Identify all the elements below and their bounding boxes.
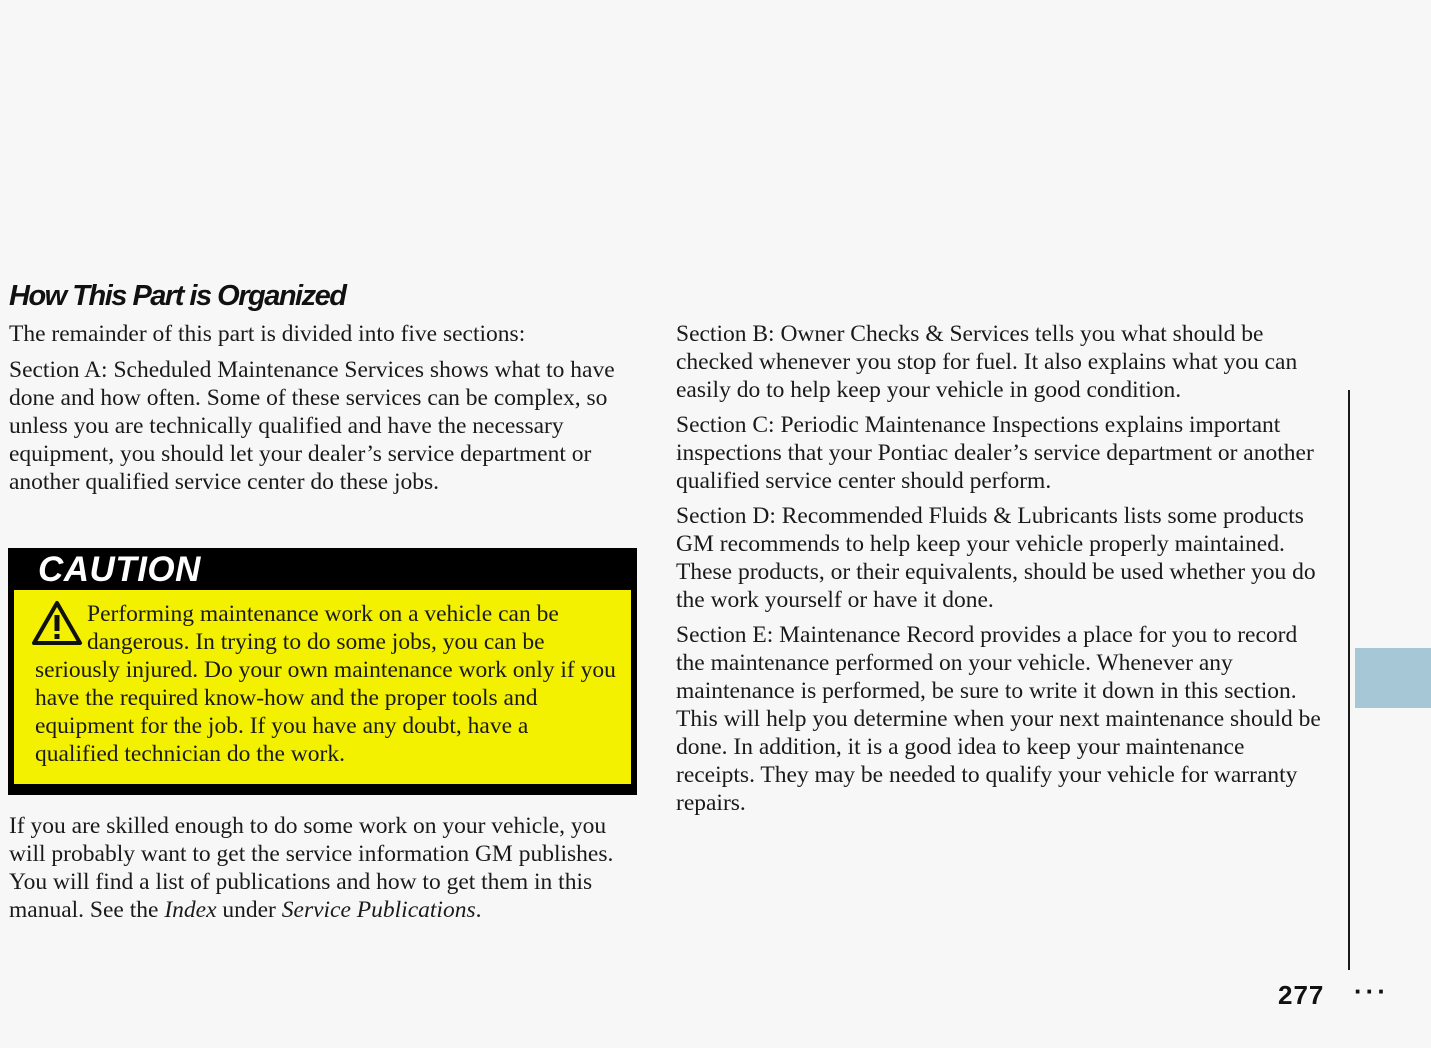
section-a-paragraph: Section A: Scheduled Maintenance Services shows what to have done and how often. Some of these services can be complex, so unless you are technically qualified and have the necessary equipment, you should let your dealer’s service department or another qualified service center do these jobs. <box>9 357 615 495</box>
right-column <box>676 320 1326 824</box>
section-tab-marker <box>1355 648 1431 708</box>
closing-mid: under <box>216 897 282 923</box>
closing-end: . <box>475 897 482 923</box>
caution-title: CAUTION <box>38 550 201 589</box>
margin-rule <box>1348 390 1350 970</box>
service-publications-reference: Service Publications <box>281 897 476 923</box>
section-c-paragraph: Section C: Periodic Maintenance Inspections explains important inspections that your Pontiac dealer’s service department or another qualified service center should perform. <box>676 412 1314 494</box>
section-e-paragraph: Section E: Maintenance Record provides a place for you to record the maintenance performed on your vehicle. Whenever any maintenance is performed, be sure to write it down in this section. This will help you determine when your next maintenance should be done. In addition, it is a good idea to keep your maintenance receipts. They may be needed to qualify your vehicle for warranty repairs. <box>676 622 1321 816</box>
left-column-lower <box>9 812 634 932</box>
section-b-paragraph: Section B: Owner Checks & Services tells you what should be checked whenever you stop for fuel. It also explains what you can easily do to help keep your vehicle in good condition. <box>676 321 1298 403</box>
section-d-paragraph: Section D: Recommended Fluids & Lubricants lists some products GM recommends to help keep your vehicle properly maintained. These products, or their equivalents, should be used whether you do the work yourself or have it done. <box>676 503 1316 613</box>
warning-triangle-icon <box>31 600 83 646</box>
closing-text: If you are skilled enough to do some work on your vehicle, you will probably want to get the service information GM publishes. You will find a list of publications and how to get them in this manual. See the <box>9 813 614 923</box>
closing-paragraph <box>9 812 634 924</box>
index-reference: Index <box>164 897 217 923</box>
caution-body <box>14 590 631 784</box>
section-heading: How This Part is Organized <box>9 280 346 312</box>
page-dots: ··· <box>1354 976 1389 1006</box>
caution-box <box>8 548 637 795</box>
page-number: 277 <box>1278 980 1325 1010</box>
caution-text: Performing maintenance work on a vehicle can be dangerous. In trying to do some jobs, you can be seriously injured. Do your own maintenance work only if you have the required know-how and the proper tools and equipment for the job. If you have any doubt, have a qualified technician do the work. <box>35 601 616 767</box>
intro-paragraph: The remainder of this part is divided into five sections: <box>9 321 526 347</box>
left-column <box>9 320 634 504</box>
